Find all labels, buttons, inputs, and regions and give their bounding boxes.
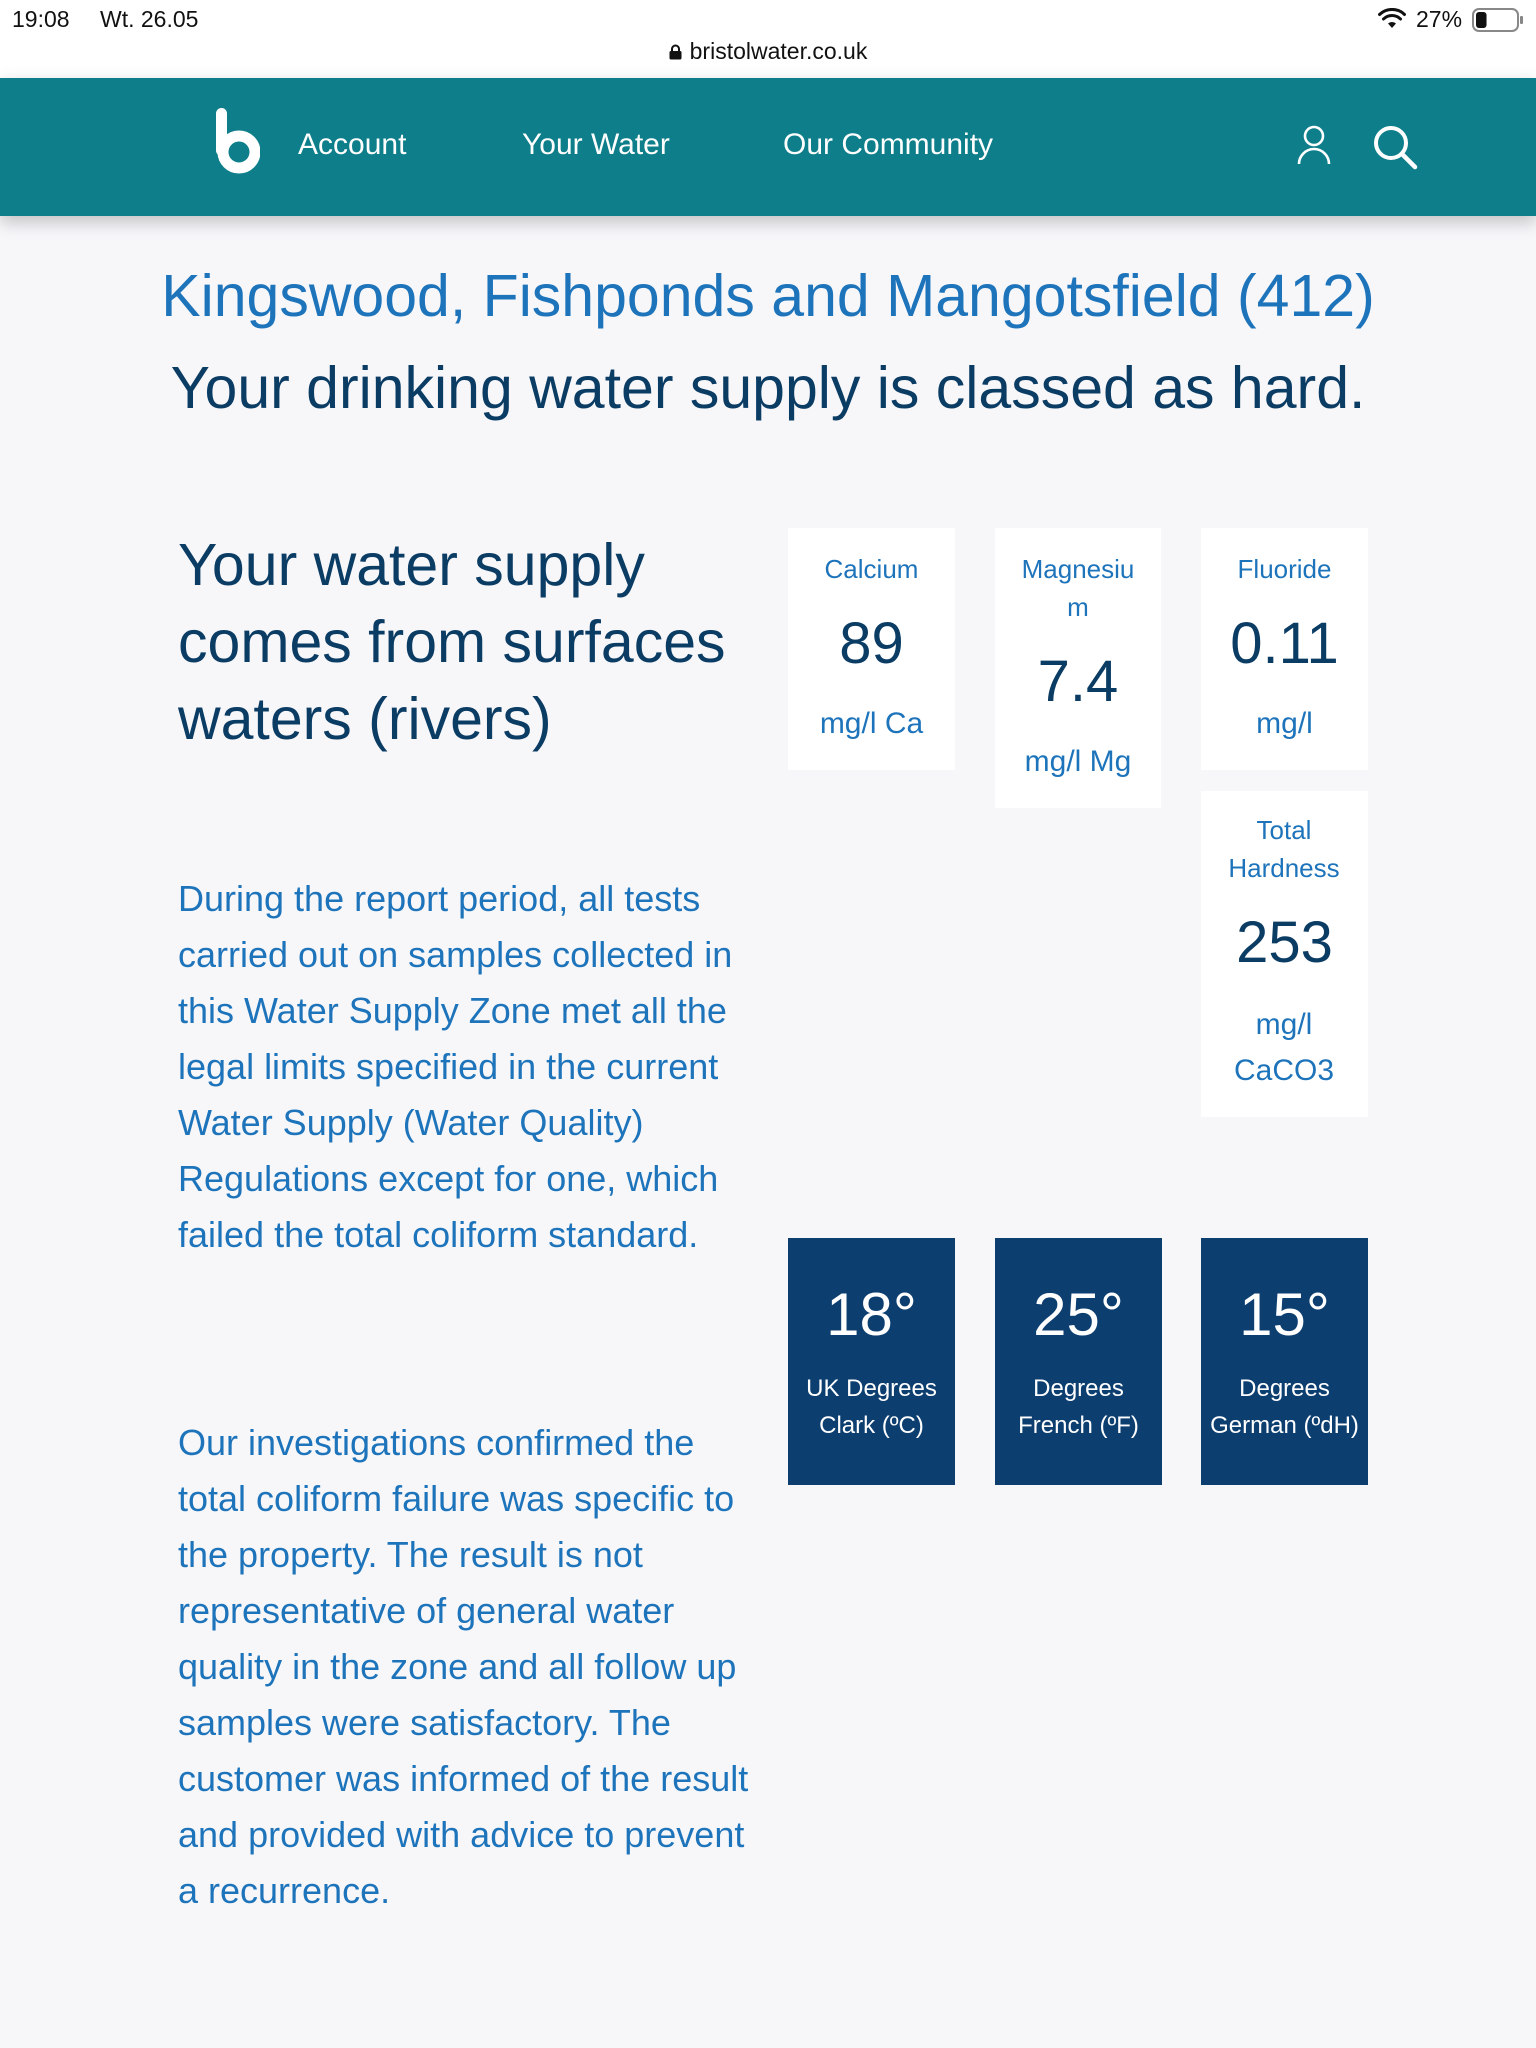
magnesium-label: Magnesiu m: [1021, 554, 1135, 622]
magnesium-card: [995, 528, 1161, 808]
nav-item-your-water[interactable]: Your Water: [522, 128, 670, 161]
total-hardness-card: [1201, 791, 1368, 1117]
fluoride-unit: mg/l: [1256, 707, 1313, 740]
logo-icon[interactable]: [214, 108, 260, 174]
user-icon[interactable]: [1296, 124, 1332, 166]
magnesium-unit: mg/l Mg: [1024, 745, 1132, 778]
calcium-unit: mg/l Ca: [819, 707, 924, 740]
uk-degrees-label: UK Degrees Clark (ºC): [806, 1375, 937, 1439]
url-text: bristolwater.co.uk: [689, 38, 868, 64]
main-navbar: [0, 78, 1536, 216]
total-hardness-label: Total Hardness: [1228, 815, 1340, 883]
battery-icon: [1472, 8, 1524, 32]
status-time: 19:08: [12, 6, 70, 32]
report-paragraph: During the report period, all tests carried out on samples collected in this Water Supply Zone met all the legal limits specified in the current Water Supply (Water Quality) Regulations except for one, which failed the total coliform standard.: [178, 878, 733, 1255]
lock-icon: [669, 44, 682, 60]
total-hardness-value: 253: [1236, 910, 1333, 975]
magnesium-value: 7.4: [1037, 649, 1119, 714]
fluoride-card: [1201, 528, 1368, 770]
fluoride-value: 0.11: [1230, 611, 1339, 676]
investigation-paragraph: Our investigations confirmed the total coliform failure was specific to the property. The result is not representative of general water quality in the zone and all follow up samples were satisfactory. The customer was informed of the result and provided with advice to prevent a recurrence.: [178, 1422, 749, 1911]
french-degrees-label: Degrees French (ºF): [1018, 1375, 1139, 1439]
german-degrees-card: [1201, 1238, 1368, 1485]
calcium-value: 89: [839, 611, 904, 676]
nav-item-account[interactable]: Account: [298, 128, 407, 161]
french-degrees-card: [995, 1238, 1162, 1485]
zone-title: Kingswood, Fishponds and Mangotsfield (412): [161, 263, 1375, 329]
url-bar[interactable]: [0, 38, 1536, 65]
uk-degrees-value: 18°: [826, 1281, 917, 1348]
hardness-heading: Your drinking water supply is classed as hard.: [170, 355, 1366, 421]
wifi-icon: [1378, 8, 1406, 30]
status-bar: [0, 0, 1536, 78]
battery-percent: 27%: [1416, 6, 1463, 32]
french-degrees-value: 25°: [1033, 1281, 1124, 1348]
search-icon[interactable]: [1372, 124, 1418, 170]
total-hardness-unit: mg/l CaCO3: [1233, 1008, 1335, 1087]
calcium-label: Calcium: [824, 554, 919, 584]
status-date: Wt. 26.05: [100, 6, 199, 32]
uk-degrees-card: [788, 1238, 955, 1485]
calcium-card: [788, 528, 955, 770]
german-degrees-value: 15°: [1239, 1281, 1330, 1348]
supply-source-heading: Your water supply comes from surfaces waters (rivers): [178, 532, 726, 752]
fluoride-label: Fluoride: [1237, 554, 1332, 584]
nav-item-our-community[interactable]: Our Community: [783, 128, 994, 161]
german-degrees-label: Degrees German (ºdH): [1210, 1375, 1359, 1439]
